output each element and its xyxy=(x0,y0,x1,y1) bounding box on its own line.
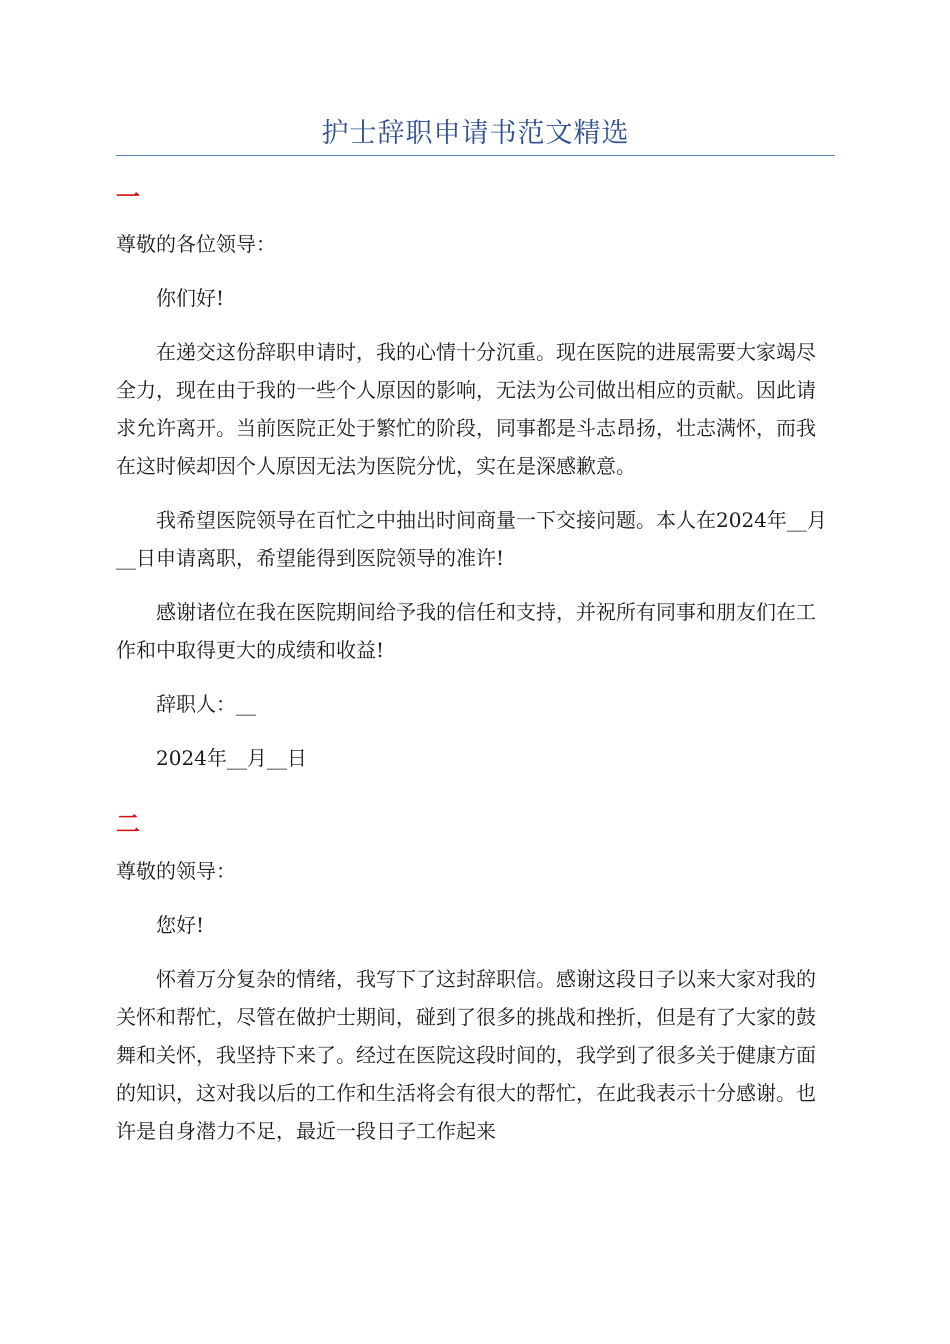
title-divider xyxy=(116,155,835,156)
section-number: 一 xyxy=(116,182,140,211)
salutation: 尊敬的领导： xyxy=(116,859,236,883)
section-number: 二 xyxy=(116,809,140,838)
body-paragraph: 我希望医院领导在百忙之中抽出时间商量一下交接问题。本人在2024年__月__日申请离职，希望能得到医院领导的准许! xyxy=(116,508,827,570)
greeting: 您好! xyxy=(156,913,205,937)
salutation: 尊敬的各位领导： xyxy=(116,232,276,256)
greeting: 你们好! xyxy=(156,286,225,310)
document-page xyxy=(116,0,835,1150)
section-1 xyxy=(116,182,835,777)
document-title: 护士辞职申请书范文精选 xyxy=(321,118,630,149)
signature-line: 辞职人：__ xyxy=(156,692,256,716)
body-paragraph: 在递交这份辞职申请时，我的心情十分沉重。现在医院的进展需要大家竭尽全力，现在由于我的一些个人原因的影响，无法为公司做出相应的贡献。因此请求允许离开。当前医院正处于繁忙的阶段，同事都是斗志昂扬，壮志满怀，而我在这时候却因个人原因无法为医院分忧，实在是深感歉意。 xyxy=(116,340,816,478)
section-2 xyxy=(116,809,835,1150)
body-paragraph: 怀着万分复杂的情绪，我写下了这封辞职信。感谢这段日子以来大家对我的关怀和帮忙，尽管在做护士期间，碰到了很多的挑战和挫折，但是有了大家的鼓舞和关怀，我坚持下来了。经过在医院这段时间的，我学到了很多关于健康方面的知识，这对我以后的工作和生活将会有很大的帮忙，在此我表示十分感谢。也许是自身潜力不足，最近一段日子工作起来 xyxy=(116,967,816,1143)
date-line: 2024年__月__日 xyxy=(156,746,307,770)
body-paragraph: 感谢诸位在我在医院期间给予我的信任和支持，并祝所有同事和朋友们在工作和中取得更大的成绩和收益! xyxy=(116,600,816,662)
